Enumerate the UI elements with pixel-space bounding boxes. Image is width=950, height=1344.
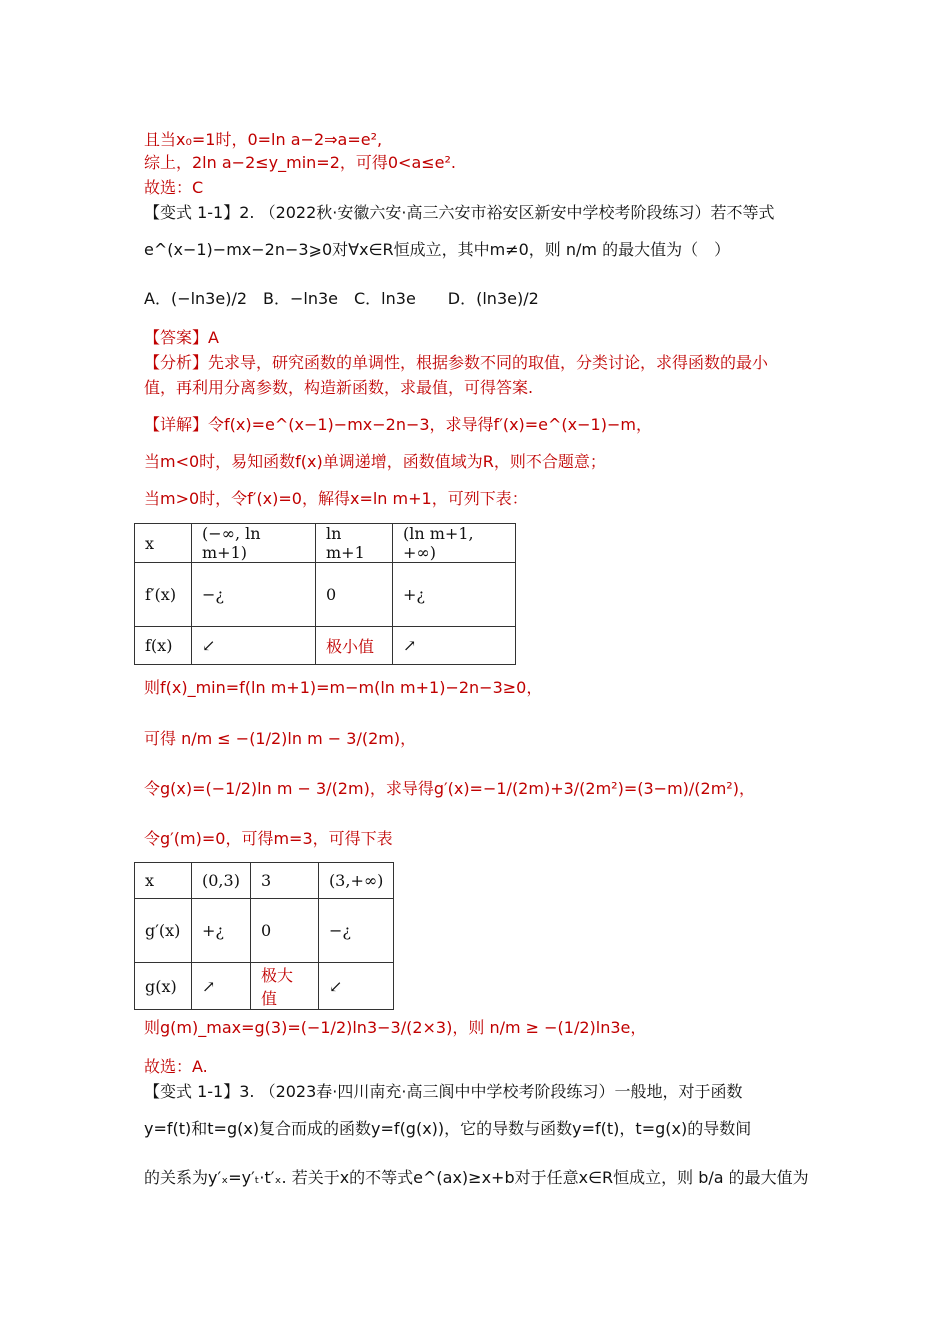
- problem-header-2: 【变式 1-1】2. （2022秋·安徽六安·高三六安市裕安区新安中学校考阶段练习）若不等式: [144, 203, 775, 222]
- table-g: [134, 862, 394, 1010]
- line-1: 且当x₀=1时，0=ln a−2⇒a=e²,: [144, 130, 383, 149]
- line-3: 故选：C: [144, 178, 204, 197]
- detail-line-1: 【详解】令f(x)=e^(x−1)−mx−2n−3，求导得f′(x)=e^(x−1)−m，: [144, 415, 652, 434]
- problem-statement: e^(x−1)−mx−2n−3⩾0对∀x∈R恒成立，其中m≠0，则 n/m 的最大值为（ ）: [144, 240, 731, 259]
- detail-line-7: 令g′(m)=0，可得m=3，可得下表: [144, 829, 393, 848]
- detail-line-8: 则g(m)_max=g(3)=(−1/2)ln3−3/(2×3)，则 n/m ≥ −(1/2)ln3e，: [144, 1018, 647, 1037]
- table-row: g(x) ↗ 极大值 ↙: [135, 963, 394, 1010]
- detail-line-2: 当m<0时，易知函数f(x)单调递增，函数值域为R，则不合题意；: [144, 452, 606, 471]
- table-row: f′(x) −¿ 0 +¿: [135, 563, 516, 627]
- detail-line-3: 当m>0时，令f′(x)=0，解得x=ln m+1，可列下表：: [144, 489, 528, 508]
- problem-header-3: 【变式 1-1】3. （2023春·四川南充·高三阆中中学校考阶段练习）一般地，对于函数: [144, 1082, 743, 1101]
- detail-line-6: 令g(x)=(−1/2)ln m − 3/(2m)，求导得g′(x)=−1/(2m)+3/(2m²)=(3−m)/(2m²)，: [144, 779, 755, 798]
- analysis-line-1: 【分析】先求导，研究函数的单调性，根据参数不同的取值，分类讨论，求得函数的最小: [144, 353, 769, 372]
- detail-line-5: 可得 n/m ≤ −(1/2)ln m − 3/(2m)，: [144, 729, 417, 748]
- line-2: 综上，2ln a−2≤y_min=2，可得0<a≤e².: [144, 153, 457, 172]
- answer-options: A．(−ln3e)/2 B．−ln3e C．ln3e D．(ln3e)/2: [144, 289, 539, 308]
- table-row: f(x) ↙ 极小值 ↗: [135, 627, 516, 665]
- table-f: [134, 523, 516, 665]
- table-row: g′(x) +¿ 0 −¿: [135, 899, 394, 963]
- problem-3-line-3: 的关系为y′ₓ=y′ₜ·t′ₓ. 若关于x的不等式e^(ax)≥x+b对于任意x∈R恒成立，则 b/a 的最大值为: [144, 1168, 809, 1187]
- problem-3-line-2: y=f(t)和t=g(x)复合而成的函数y=f(g(x))，它的导数与函数y=f(t)，t=g(x)的导数间: [144, 1119, 752, 1138]
- table-row: x (−∞, ln m+1) ln m+1 (ln m+1, +∞): [135, 524, 516, 563]
- table-row: x (0,3) 3 (3,+∞): [135, 863, 394, 899]
- answer-label: 【答案】A: [144, 328, 219, 347]
- detail-line-4: 则f(x)_min=f(ln m+1)=m−m(ln m+1)−2n−3≥0，: [144, 678, 543, 697]
- analysis-line-2: 值，再利用分离参数，构造新函数，求最值，可得答案.: [144, 378, 534, 397]
- detail-line-9: 故选：A.: [144, 1057, 208, 1076]
